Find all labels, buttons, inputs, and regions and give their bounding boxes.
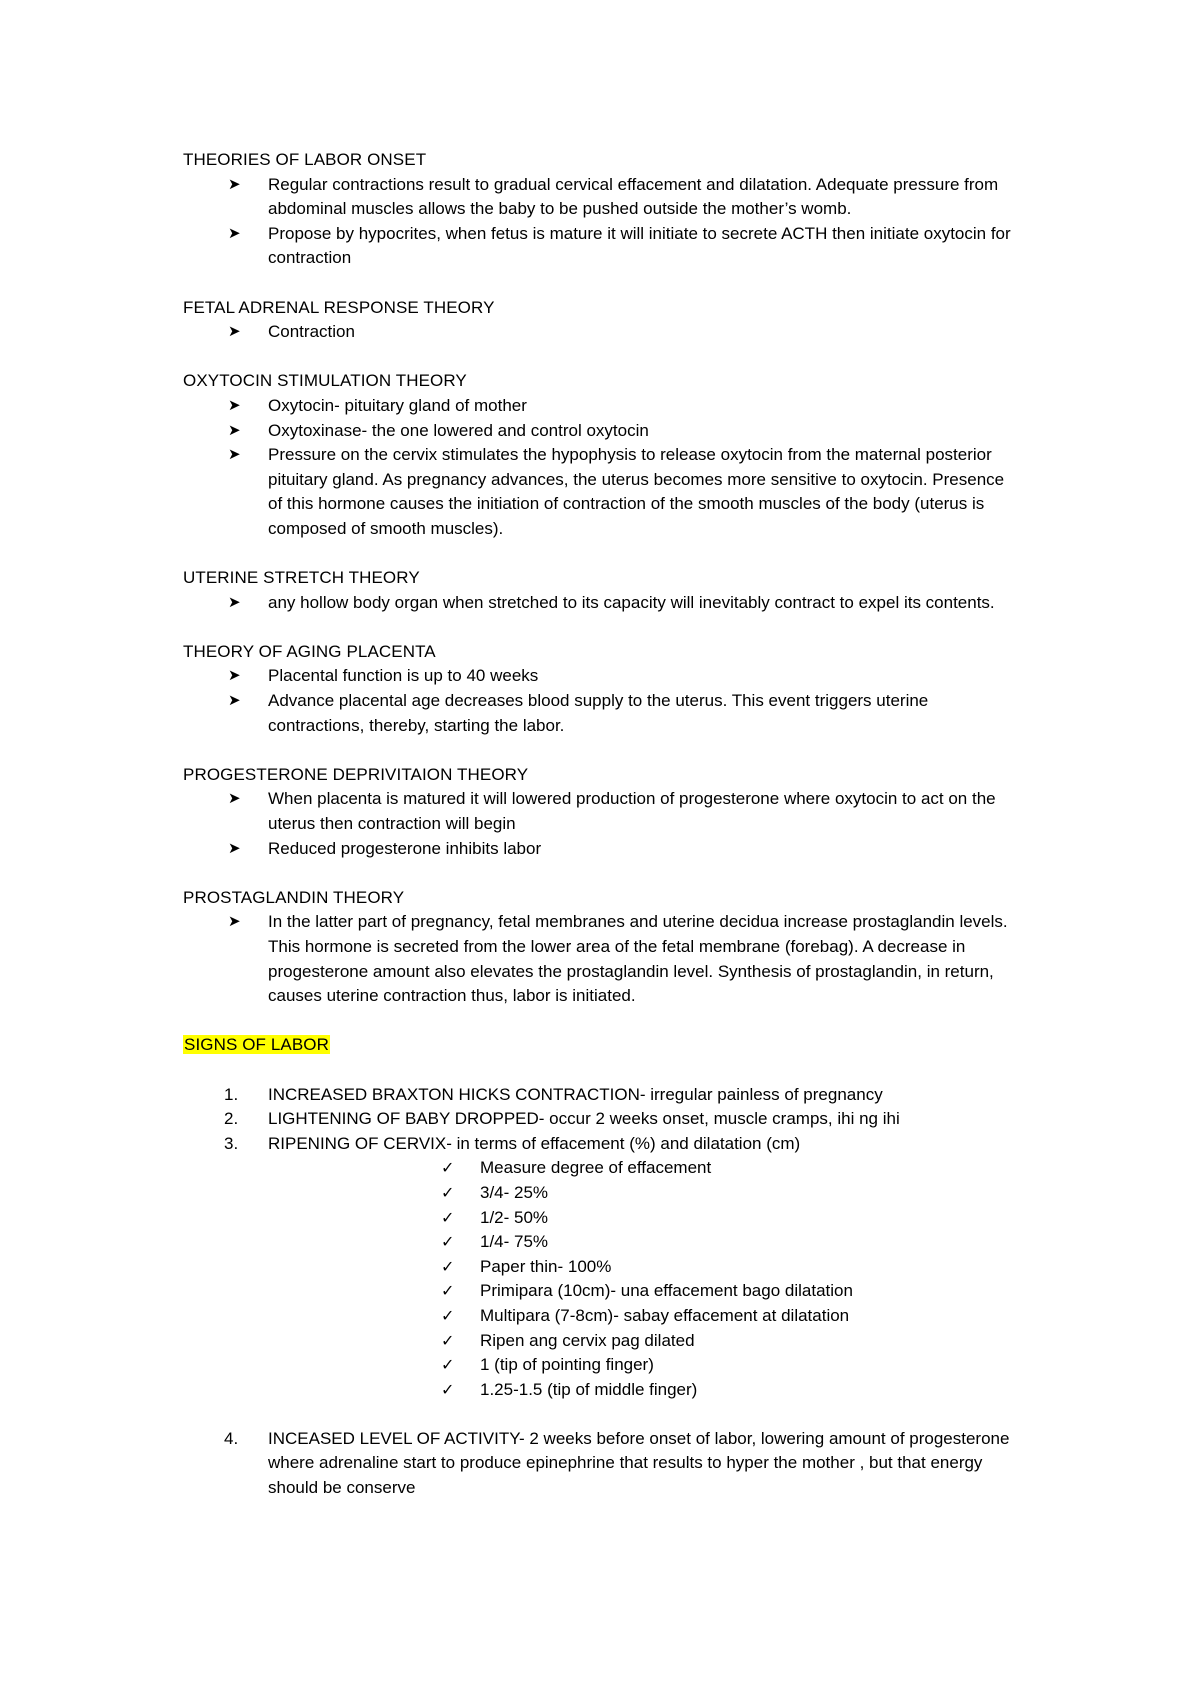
- arrowhead-bullet-icon: ➤: [228, 446, 241, 464]
- numbered-item: [183, 1107, 1020, 1132]
- bullet-list: [183, 591, 1020, 616]
- section-signs-of-labor: [183, 1033, 1020, 1500]
- checkmark-icon: ✓: [441, 1355, 455, 1375]
- list-item: [183, 222, 1020, 271]
- arrowhead-bullet-icon: ➤: [228, 323, 241, 341]
- list-item: [183, 173, 1020, 222]
- check-item-text: Measure degree of effacement: [480, 1158, 712, 1178]
- bullet-list: [183, 910, 1020, 1008]
- bullet-list: [183, 320, 1020, 345]
- arrowhead-bullet-icon: ➤: [228, 692, 241, 710]
- numbered-item: [183, 1427, 1020, 1501]
- highlighted-heading: SIGNS OF LABOR: [184, 1035, 329, 1055]
- section-heading: THEORIES OF LABOR ONSET: [183, 150, 427, 169]
- section-uterine-stretch: [183, 566, 1020, 615]
- bullet-list: [183, 787, 1020, 861]
- checkmark-icon: ✓: [441, 1158, 455, 1178]
- numbered-list: [183, 1427, 1020, 1501]
- list-item-text: Oxytocin- pituitary gland of mother: [268, 395, 527, 415]
- signs-heading: [183, 1033, 1020, 1058]
- arrowhead-bullet-icon: ➤: [228, 224, 241, 242]
- check-item: [183, 1255, 1020, 1280]
- section-heading: OXYTOCIN STIMULATION THEORY: [183, 371, 467, 391]
- list-item: [183, 320, 1020, 345]
- check-item: [183, 1230, 1020, 1255]
- checkmark-icon: ✓: [441, 1281, 455, 1301]
- item-number: 2.: [224, 1109, 239, 1129]
- section-heading: UTERINE STRETCH THEORY: [183, 568, 420, 588]
- item-number: 4.: [224, 1428, 239, 1448]
- list-item-text: In the latter part of pregnancy, fetal membranes and uterine decidua increase prostaglandin levels. This hormone is secreted from the lower area of the fetal membrane (forebag). A decrease in progesterone amount also elevates the prostaglandin level. Synthesis of prostaglandin, in return, causes uterine contraction thus, labor is initiated.: [268, 912, 1008, 1006]
- check-item: [183, 1304, 1020, 1329]
- list-item-text: any hollow body organ when stretched to its capacity will inevitably contract to expel its contents.: [268, 592, 995, 612]
- list-item: [183, 394, 1020, 419]
- check-list: [183, 1156, 1020, 1402]
- check-item-text: Ripen ang cervix pag dilated: [480, 1330, 695, 1350]
- list-item: [183, 419, 1020, 444]
- check-item: [183, 1156, 1020, 1181]
- numbered-item-text: INCEASED LEVEL OF ACTIVITY- 2 weeks before onset of labor, lowering amount of progesterone where adrenaline start to produce epinephrine that results to hyper the mother , but that energy should be conserve: [268, 1428, 1010, 1498]
- item-number: 1.: [224, 1084, 239, 1104]
- arrowhead-bullet-icon: ➤: [228, 175, 241, 193]
- list-item: [183, 787, 1020, 836]
- checkmark-icon: ✓: [441, 1182, 455, 1202]
- check-item-text: 1/4- 75%: [480, 1232, 549, 1252]
- list-item-text: Pressure on the cervix stimulates the hypophysis to release oxytocin from the maternal posterior pituitary gland. As pregnancy advances, the uterus becomes more sensitive to oxytocin. Presence of this hormone causes the initiation of contraction of the smooth muscles of the body (uterus is composed of smooth muscles).: [268, 445, 1005, 538]
- check-item: [183, 1181, 1020, 1206]
- section-fetal-adrenal-response: [183, 296, 1020, 345]
- list-item-text: Propose by hypocrites, when fetus is mature it will initiate to secrete ACTH then initiate oxytocin for contraction: [268, 223, 1011, 268]
- check-item: [183, 1206, 1020, 1231]
- list-item-text: Regular contractions result to gradual cervical effacement and dilatation. Adequate pressure from abdominal muscles allows the baby to be pushed outside the mother’s womb.: [268, 174, 999, 219]
- check-item-text: Multipara (7-8cm)- sabay effacement at dilatation: [480, 1305, 850, 1325]
- section-oxytocin-stimulation: [183, 369, 1020, 541]
- checkmark-icon: ✓: [441, 1207, 455, 1227]
- arrowhead-bullet-icon: ➤: [228, 790, 241, 808]
- numbered-item-text: INCREASED BRAXTON HICKS CONTRACTION- irregular painless of pregnancy: [268, 1084, 883, 1104]
- numbered-item: [183, 1132, 1020, 1157]
- check-item: [183, 1279, 1020, 1304]
- arrowhead-bullet-icon: ➤: [228, 667, 241, 685]
- section-prostaglandin: [183, 886, 1020, 1009]
- list-item-text: Oxytoxinase- the one lowered and control oxytocin: [268, 420, 649, 440]
- arrowhead-bullet-icon: ➤: [228, 421, 241, 439]
- checkmark-icon: ✓: [441, 1330, 455, 1350]
- checkmark-icon: ✓: [441, 1379, 455, 1399]
- arrowhead-bullet-icon: ➤: [228, 839, 241, 857]
- check-item: [183, 1353, 1020, 1378]
- numbered-item-text: LIGHTENING OF BABY DROPPED- occur 2 weeks onset, muscle cramps, ihi ng ihi: [268, 1109, 900, 1129]
- item-number: 3.: [224, 1133, 239, 1153]
- spacer: [183, 1402, 1020, 1427]
- list-item-text: When placenta is matured it will lowered production of progesterone where oxytocin to act on the uterus then contraction will begin: [268, 789, 996, 834]
- list-item-text: Advance placental age decreases blood supply to the uterus. This event triggers uterine contractions, thereby, starting the labor.: [268, 691, 929, 735]
- checkmark-icon: ✓: [441, 1232, 455, 1252]
- check-item-text: 3/4- 25%: [480, 1182, 549, 1202]
- bullet-list: [183, 664, 1020, 738]
- check-item: [183, 1378, 1020, 1403]
- check-item: [183, 1329, 1020, 1354]
- arrowhead-bullet-icon: ➤: [228, 396, 241, 414]
- bullet-list: [183, 394, 1020, 542]
- numbered-item: [183, 1083, 1020, 1108]
- check-item-text: 1.25-1.5 (tip of middle finger): [480, 1379, 698, 1399]
- list-item: [183, 591, 1020, 616]
- bullet-list: [183, 173, 1020, 271]
- section-heading: FETAL ADRENAL RESPONSE THEORY: [183, 297, 495, 317]
- section-progesterone-deprivation: [183, 763, 1020, 861]
- section-aging-placenta: [183, 640, 1020, 738]
- list-item: [183, 664, 1020, 689]
- numbered-list: [183, 1083, 1020, 1157]
- checkmark-icon: ✓: [441, 1256, 455, 1276]
- numbered-item-text: RIPENING OF CERVIX- in terms of effacement (%) and dilatation (cm): [268, 1133, 801, 1153]
- section-heading: THEORY OF AGING PLACENTA: [183, 641, 436, 661]
- list-item: [183, 837, 1020, 862]
- check-item-text: Primipara (10cm)- una effacement bago dilatation: [480, 1281, 853, 1301]
- list-item: [183, 689, 1020, 738]
- list-item: [183, 910, 1020, 1008]
- section-heading: PROSTAGLANDIN THEORY: [183, 887, 405, 907]
- arrowhead-bullet-icon: ➤: [228, 913, 241, 931]
- list-item-text: Reduced progesterone inhibits labor: [268, 838, 542, 858]
- check-item-text: 1/2- 50%: [480, 1207, 549, 1227]
- arrowhead-bullet-icon: ➤: [228, 593, 241, 611]
- section-theories-of-labor-onset: [183, 148, 1020, 271]
- spacer: [183, 1058, 1020, 1083]
- list-item-text: Placental function is up to 40 weeks: [268, 666, 539, 686]
- list-item: [183, 443, 1020, 541]
- checkmark-icon: ✓: [441, 1305, 455, 1325]
- check-item-text: 1 (tip of pointing finger): [480, 1355, 654, 1375]
- list-item-text: Contraction: [268, 322, 355, 342]
- section-heading: PROGESTERONE DEPRIVITAION THEORY: [183, 764, 529, 784]
- check-item-text: Paper thin- 100%: [480, 1256, 612, 1276]
